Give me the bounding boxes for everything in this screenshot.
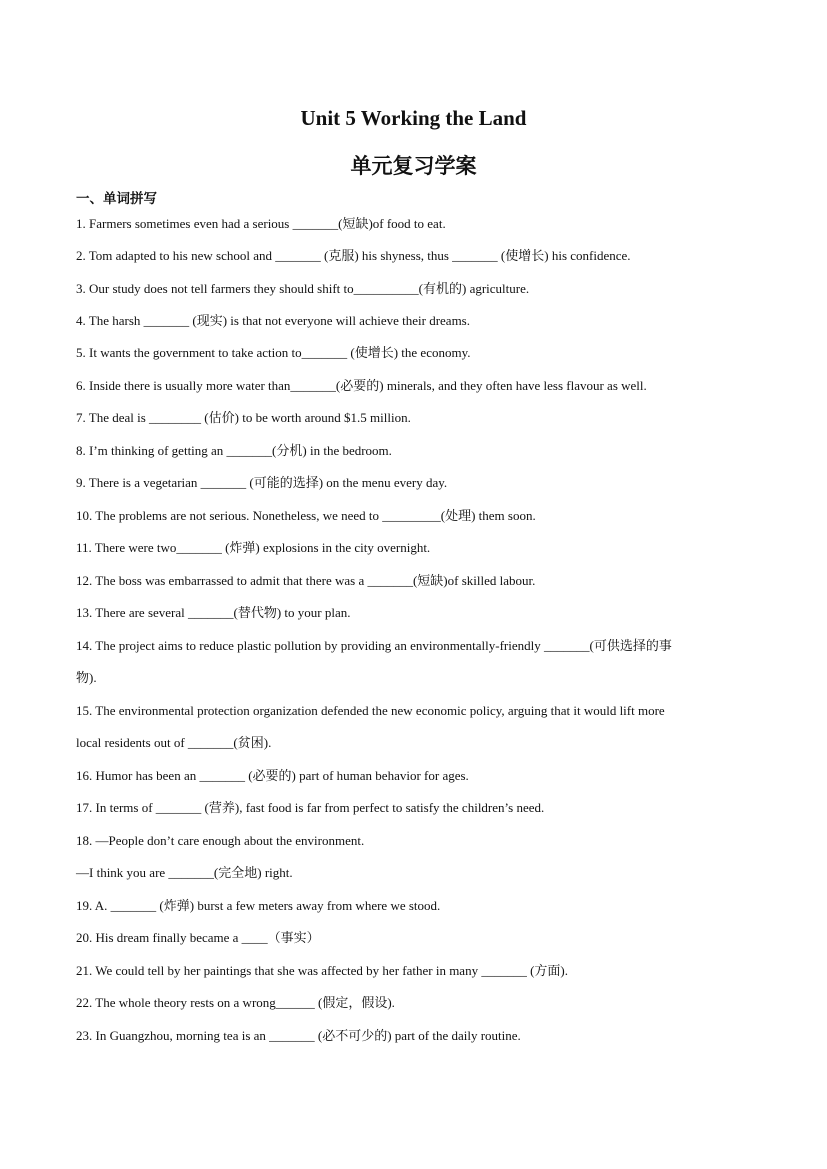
exercise-line: 6. Inside there is usually more water than_______(必要的) minerals, and they often have less flavour as well. xyxy=(76,378,647,393)
exercise-line: 8. I’m thinking of getting an _______(分机) in the bedroom. xyxy=(76,443,392,458)
exercise-line-continued: —I think you are _______(完全地) right. xyxy=(76,865,293,880)
exercise-line: 23. In Guangzhou, morning tea is an _______ (必不可少的) part of the daily routine. xyxy=(76,1028,521,1043)
section-heading: 一、单词拼写 xyxy=(76,191,157,207)
exercise-line: 5. It wants the government to take action to_______ (使增长) the economy. xyxy=(76,345,471,360)
exercise-line: 14. The project aims to reduce plastic pollution by providing an environmentally-friendly _______(可供选择的事 xyxy=(76,638,672,653)
exercise-line: 10. The problems are not serious. Nonetheless, we need to _________(处理) them soon. xyxy=(76,508,536,523)
exercise-line: 7. The deal is ________ (估价) to be worth around $1.5 million. xyxy=(76,410,411,425)
exercise-line: 2. Tom adapted to his new school and _______ (克服) his shyness, thus _______ (使增长) his confidence. xyxy=(76,248,631,263)
exercise-line: 11. There were two_______ (炸弹) explosions in the city overnight. xyxy=(76,540,431,555)
exercise-line: 13. There are several _______(替代物) to your plan. xyxy=(76,605,351,620)
exercise-line: 18. —People don’t care enough about the environment. xyxy=(76,833,365,848)
exercise-line: 1. Farmers sometimes even had a serious _______(短缺)of food to eat. xyxy=(76,216,446,231)
page-subtitle: 单元复习学案 xyxy=(350,154,477,178)
exercise-line: 9. There is a vegetarian _______ (可能的选择) on the menu every day. xyxy=(76,475,448,490)
page-title: Unit 5 Working the Land xyxy=(300,106,527,130)
exercise-line-continued: 物). xyxy=(76,670,97,685)
exercise-line-continued: local residents out of _______(贫困). xyxy=(76,735,272,750)
exercise-line: 17. In terms of _______ (营养), fast food is far from perfect to satisfy the children’s need. xyxy=(76,800,545,815)
exercise-line: 21. We could tell by her paintings that she was affected by her father in many _______ (方面). xyxy=(76,963,568,978)
exercise-line: 22. The whole theory rests on a wrong______ (假定，假设). xyxy=(76,995,395,1010)
exercise-line: 4. The harsh _______ (现实) is that not everyone will achieve their dreams. xyxy=(76,313,470,328)
exercise-line: 19. A. _______ (炸弹) burst a few meters away from where we stood. xyxy=(76,898,441,913)
exercise-line: 3. Our study does not tell farmers they should shift to__________(有机的) agriculture. xyxy=(76,281,530,296)
exercise-line: 12. The boss was embarrassed to admit that there was a _______(短缺)of skilled labour. xyxy=(76,573,536,588)
exercise-line: 20. His dream finally became a ____（事实） xyxy=(76,930,320,945)
exercise-line: 16. Humor has been an _______ (必要的) part of human behavior for ages. xyxy=(76,768,469,783)
exercise-line: 15. The environmental protection organization defended the new economic policy, arguing that it would lift more xyxy=(76,703,665,718)
